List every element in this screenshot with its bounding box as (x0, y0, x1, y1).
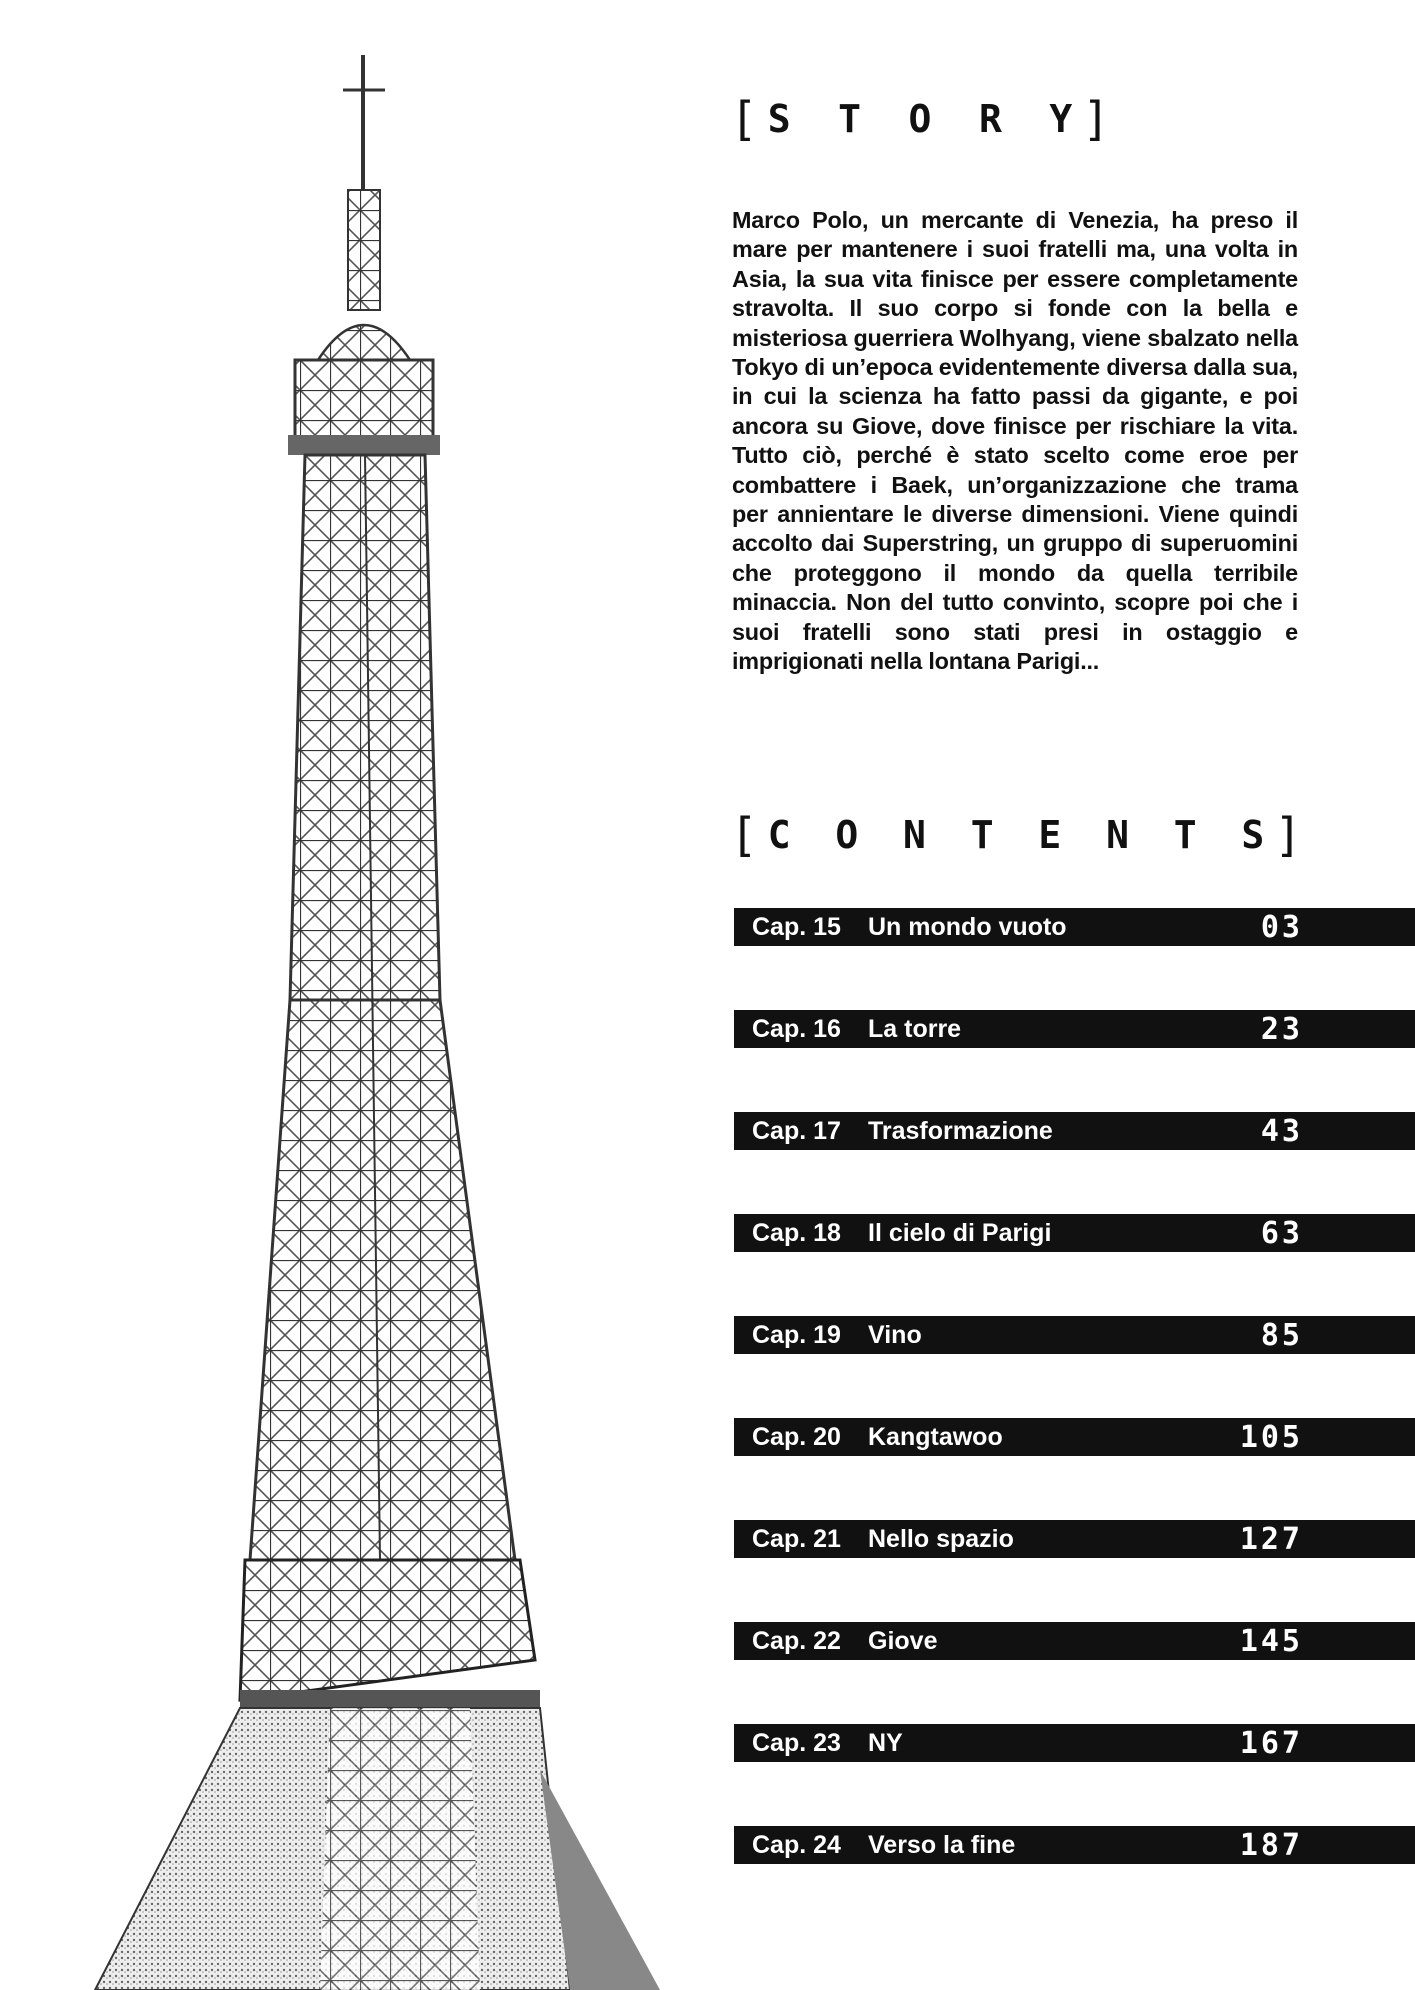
story-heading (730, 92, 1110, 146)
right-bracket: ] (1274, 808, 1302, 862)
story-heading-text (768, 97, 1073, 141)
chapter-title: Verso la fine (868, 1830, 1016, 1859)
heading-letter: E (1038, 813, 1062, 857)
toc-row (734, 1316, 1415, 1354)
chapter-title: Il cielo di Parigi (868, 1218, 1052, 1247)
contents-heading (730, 808, 1302, 862)
toc-row (734, 1724, 1415, 1762)
chapter-page: 85 (1260, 1317, 1303, 1353)
heading-letter: R (978, 97, 1002, 141)
chapter-title: Trasformazione (868, 1116, 1053, 1145)
toc-row (734, 1112, 1415, 1150)
eiffel-tower-illustration (0, 0, 700, 1990)
chapter-title: Un mondo vuoto (868, 912, 1067, 941)
chapter-title: Nello spazio (868, 1524, 1014, 1553)
chapter-page: 127 (1239, 1521, 1303, 1557)
chapter-number: Cap. 15 (752, 912, 841, 941)
table-of-contents (734, 908, 1415, 1928)
heading-letter: O (835, 813, 859, 857)
heading-letter: S (767, 97, 791, 141)
chapter-title: Giove (868, 1626, 938, 1655)
heading-letter: T (838, 97, 862, 141)
toc-row (734, 1826, 1415, 1864)
chapter-number: Cap. 19 (752, 1320, 841, 1349)
chapter-number: Cap. 21 (752, 1524, 841, 1553)
left-bracket: [ (730, 92, 758, 146)
chapter-number: Cap. 20 (752, 1422, 841, 1451)
toc-row (734, 1010, 1415, 1048)
heading-letter: O (908, 97, 932, 141)
heading-letter: Y (1049, 97, 1073, 141)
chapter-page: 145 (1239, 1623, 1303, 1659)
chapter-number: Cap. 16 (752, 1014, 841, 1043)
chapter-page: 03 (1260, 909, 1303, 945)
toc-row (734, 1214, 1415, 1252)
chapter-title: La torre (868, 1014, 962, 1043)
chapter-title: Vino (868, 1320, 922, 1349)
chapter-number: Cap. 22 (752, 1626, 841, 1655)
chapter-title: Kangtawoo (868, 1422, 1003, 1451)
chapter-title: NY (868, 1728, 903, 1757)
toc-row (734, 1418, 1415, 1456)
toc-row (734, 908, 1415, 946)
chapter-number: Cap. 23 (752, 1728, 841, 1757)
heading-letter: C (767, 813, 791, 857)
chapter-page: 167 (1239, 1725, 1303, 1761)
contents-heading-text (768, 813, 1265, 857)
toc-row (734, 1622, 1415, 1660)
chapter-page: 105 (1239, 1419, 1303, 1455)
right-bracket: ] (1082, 92, 1110, 146)
heading-letter: N (1106, 813, 1129, 857)
heading-letter: S (1241, 813, 1265, 857)
heading-letter: T (970, 813, 994, 857)
left-bracket: [ (730, 808, 758, 862)
chapter-page: 63 (1260, 1215, 1303, 1251)
heading-letter: T (1173, 813, 1197, 857)
chapter-number: Cap. 24 (752, 1830, 841, 1859)
story-synopsis: Marco Polo, un mercante di Venezia, ha preso il mare per mantenere i suoi fratelli ma, una volta in Asia, la sua vita finisce per essere completamente stravolta. Il suo corpo si fonde con la bella e misteriosa guerriera Wolhyang, viene sbalzato nella Tokyo di un’epoca evidentemente diversa dalla sua, in cui la scienza ha fatto passi da gigante, e poi ancora su Giove, dove finisce per rischiare la vita. Tutto ciò, perché è stato scelto come eroe per combattere i Baek, un’organizzazione che trama per annientare le diverse dimensioni. Viene quindi accolto dai Superstring, un gruppo di superuomini che proteggono il mondo da quella terribile minaccia. Non del tutto convinto, scopre poi che i suoi fratelli sono stati presi in ostaggio e imprigionati nella lontana Parigi... (732, 207, 1298, 675)
heading-letter: N (903, 813, 926, 857)
chapter-page: 187 (1239, 1827, 1303, 1863)
toc-row (734, 1520, 1415, 1558)
chapter-number: Cap. 17 (752, 1116, 841, 1145)
chapter-page: 23 (1260, 1011, 1303, 1047)
chapter-page: 43 (1260, 1113, 1303, 1149)
chapter-number: Cap. 18 (752, 1218, 841, 1247)
